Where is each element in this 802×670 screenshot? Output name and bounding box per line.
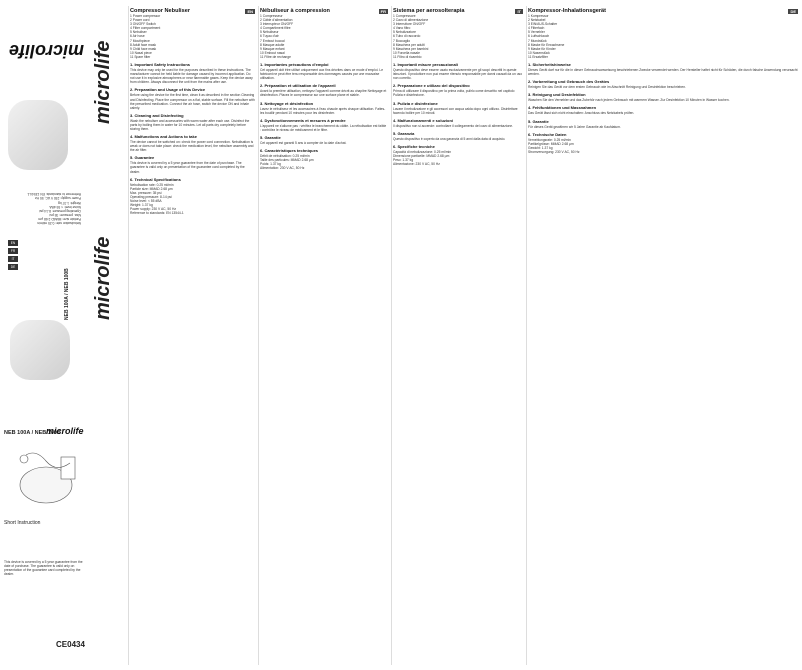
short-instruction-label: Short Instruction [4,520,41,526]
section-title-fr: Nébuliseur à compression [260,8,330,14]
model-rotated: NEB 100A / NEB 100B [64,268,70,320]
heading-de-3: 3. Reinigung und Desinfektion [528,92,586,98]
flag-de: DE [8,264,18,270]
column-de [528,8,798,663]
body-it-4: Il dispositivo non si accende: controllare il collegamento del cavo di alimentazione. [393,123,514,128]
body-de-2: Reinigen Sie das Gerät vor dem ersten Gebrauch wie im Abschnitt Reinigung und Desinfektion beschrieben. [528,85,686,90]
lang-badge-it: IT [517,9,521,14]
parts-list-en: 1 Power compressor 2 Power cord 3 ON/OFF Switch 4 Filter compartment 5 Nebuliser 6 Air hose 7 Mouthpiece 8 Adult face mask 9 Child face mask 10 Nasal piece 11 Spare filter [130,14,161,59]
guarantee-card: This device is covered by a 5 year guarantee from the date of purchase. The guarantee is valid only on presentation of the guarantee card completed by the dealer. [4,560,84,577]
body-de-4: Das Gerät lässt sich nicht einschalten: Anschluss des Netzkabels prüfen. [528,111,635,116]
brand-logo-rotated: microlife [8,41,84,61]
heading-it-5: 5. Garanzia [393,130,415,136]
body-it-2: Prima di utilizzare il dispositivo per la prima volta, pulirlo come descritto nel capitolo Pulizia e disinfezione. [393,89,516,98]
heading-it-3: 3. Pulizia e disinfezione [393,100,438,106]
lang-badge-de: DE [790,9,796,14]
body-de-3: Waschen Sie den Vernebler und das Zubehör nach jedem Gebrauch mit warmem Wasser. Zur Desinfektion 10 Minuten in Wasser kochen. [528,98,730,103]
heading-en-3: 3. Cleaning and Disinfecting [130,112,184,118]
cover-column [0,0,90,670]
body-de-6: Verneblungsrate: 0.25 ml/min Partikelgrösse: MMAD 2.68 µm Gewicht: 1.37 kg Stromversorgung: 230 V AC, 50 Hz [528,137,580,154]
brand-strip [92,0,122,670]
body-fr-6: Débit de nébulisation: 0.25 ml/min Taille des particules: MMAD 2.68 µm Poids: 1.37 kg Alimentation: 230 V AC, 50 Hz [260,153,314,171]
body-fr-4: L'appareil ne s'allume pas : vérifiez le branchement du câble. La nébulisation est faible : contrôlez le niveau de médicament et le filtre. [260,123,388,132]
column-it [393,8,523,663]
section-title-de: Kompressor-Inhalationsgerät [528,8,607,14]
flag-it: IT [8,256,18,262]
heading-fr-5: 5. Garantie [260,134,281,140]
heading-en-6: 6. Technical Specifications [130,176,181,182]
heading-de-2: 2. Vorbereitung und Gebrauch des Gerätes [528,79,610,85]
column-en [130,8,255,663]
body-en-5: This device is covered by a 5 year guarantee from the date of purchase. The guarantee is valid only on presentation of the guarantee card completed by the dealer. [130,161,246,174]
heading-de-5: 5. Garantie [528,118,549,124]
body-fr-5: Cet appareil est garanti 5 ans à compter de la date d'achat. [260,140,347,145]
body-fr-3: Lavez le nébuliseur et les accessoires à l'eau chaude après chaque utilisation. Faites-les bouillir pendant 10 minutes pour les désinfecter. [260,106,386,115]
nebuliser-photo-top [8,100,68,170]
column-fr [260,8,388,663]
device-diagram [6,445,88,515]
device-diagram-svg [6,445,88,515]
flag-fr: FR [8,248,18,254]
brand-logo: microlife [46,426,84,436]
body-en-4: The device cannot be switched on: check the power cord connection. Nebulisation is weak or does not take place: check the medication level, the nebuliser assembly and the air filter. [130,140,255,153]
heading-de-1: 1. Sicherheitshinweise [528,62,571,68]
body-en-3: Wash the nebuliser and accessories with warm water after each use. Disinfect the parts by boiling them in water for 10 minutes. Let all parts dry completely before storing them. [130,118,251,131]
heading-fr-6: 6. Caractéristiques techniques [260,147,319,153]
body-it-5: Questo dispositivo è coperto da una garanzia di 5 anni dalla data di acquisto. [393,136,506,141]
heading-it-1: 1. Importanti misure precauzionali [393,62,458,68]
heading-it-2: 2. Preparazione e utilizzo del dispositivo [393,83,470,89]
body-fr-1: Cet appareil doit être utilisé uniquement aux fins décrites dans ce mode d'emploi. Le fabricant ne peut être tenu responsable des dommages causés par une mauvaise utilisation. [260,68,384,81]
section-title-it: Sistema per aerosolterapia [393,8,465,14]
parts-list-fr: 1 Compresseur 2 Câble d'alimentation 3 Interrupteur ON/OFF 4 Compartiment filtre 5 Nébuliseur 6 Tuyau d'air 7 Embout buccal 8 Masque adulte 9 Masque enfant 10 Embout nasal 11 Filtre de rechange [260,14,294,59]
heading-en-4: 4. Malfunctions and Actions to take [130,134,197,140]
heading-en-2: 2. Preparation and Usage of this Device [130,87,206,93]
body-en-6: Nebulisation rate: 0.25 ml/min Particle size: MMAD 2.68 µm Max. pressure: 35 psi Operating pressure: 8-14 psi Noise level: < 55 dBA Weight: 1.37 kg Power supply: 230 V AC, 50 Hz Reference to standards: EN 13544-1 [130,182,184,216]
parts-list-de: 1 Kompressor 2 Netzkabel 3 EIN/AUS-Schalter 4 Filterfach 5 Vernebler 6 Luftschlauch 7 Mundstück 8 Maske für Erwachsene 9 Maske für Kinder 10 Nasenstück 11 Ersatzfilter [528,14,565,59]
body-it-3: Lavare il nebulizzatore e gli accessori con acqua calda dopo ogni utilizzo. Disinfettare facendo bollire per 10 minuti. [393,106,519,115]
section-title-en: Compressor Nebuliser [130,8,190,14]
heading-en-1: 1. Important Safety Instructions [130,62,191,68]
flag-en: EN [8,240,18,246]
heading-fr-2: 2. Préparation et utilisation de l'appareil [260,83,336,89]
brand-strip-logo-top: microlife [92,40,114,124]
body-de-1: Dieses Gerät darf nur für die in dieser Gebrauchsanweisung beschriebenen Zwecke verwendet werden. Der Hersteller haftet nicht für Schäden, die durch falsche Anwendung verursacht werden. [528,68,799,77]
heading-it-6: 6. Specifiche tecniche [393,143,435,149]
language-flags [8,240,18,272]
body-en-1: This device may only be used for the purposes described in these instructions. The manufacturer cannot be held liable for damage caused by incorrect application. Do not use it in explosive atmospheres or near flammable gases. Keep the device away from children. Always disconnect the unit from the mains after use. [130,68,254,85]
rotated-address-block: Nebulisation rate: 0.25 ml/min Particle size: MMAD 2.68 µm Max. pressure: 35 psi Operating pressure: 8-14 psi Noise level: < 55 dBA Weight: 1.37 kg Power supply: 230 V AC, 50 Hz Reference to standards: EN 13544-1 [27,192,81,225]
body-de-5: Für dieses Gerät gewähren wir 5 Jahre Garantie ab Kaufdatum. [528,124,621,129]
heading-fr-3: 3. Nettoyage et désinfection [260,100,314,106]
parts-list-it: 1 Compressore 2 Cavo di alimentazione 3 Interruttore ON/OFF 4 Vano filtro 5 Nebulizzatore 6 Tubo di raccordo 7 Boccaglio 8 Maschera per adulti 9 Maschera per bambini 10 Forcella nasale 11 Filtro di ricambio [393,14,429,59]
lang-badge-en: EN [247,9,253,14]
lang-badge-fr: FR [380,9,386,14]
heading-de-4: 4. Fehlfunktionen und Massnahmen [528,105,597,111]
sections-en [130,62,255,215]
body-fr-2: Avant la première utilisation, nettoyez l'appareil comme décrit au chapitre Nettoyage et désinfection. Placez le compresseur sur une surface plane et stable. [260,89,388,98]
heading-de-6: 6. Technische Daten [528,131,567,137]
ce-mark: CE0434 [56,640,85,649]
heading-it-4: 4. Malfunzionamenti e soluzioni [393,117,454,123]
heading-fr-1: 1. Importantes précautions d'emploi [260,62,329,68]
brand-strip-logo-mid: microlife [92,236,114,320]
model-title: NEB 100A / NEB 100B [4,430,61,436]
body-en-2: Before using the device for the first time, clean it as described in the section Cleaning and Disinfecting. Place the compressor on a flat, stable surface. Fill the nebuliser with the prescribed medication. Connect the air hose, switch the device ON and inhale calmly. [130,93,256,110]
device-photo-rotated [10,320,70,380]
body-it-6: Capacità di nebulizzazione: 0.25 ml/min Dimensione particelle: MMAD 2.68 µm Peso: 1.37 kg Alimentazione: 230 V AC, 50 Hz [393,149,452,167]
body-it-1: Questo dispositivo deve essere usato esclusivamente per gli scopi descritti in queste istruzioni. Il produttore non può essere ritenuto responsabile per danni causati da un uso non corretto. [393,68,523,81]
heading-en-5: 5. Guarantee [130,155,155,161]
heading-fr-4: 4. Dysfonctionnements et mesures à prendre [260,117,346,123]
